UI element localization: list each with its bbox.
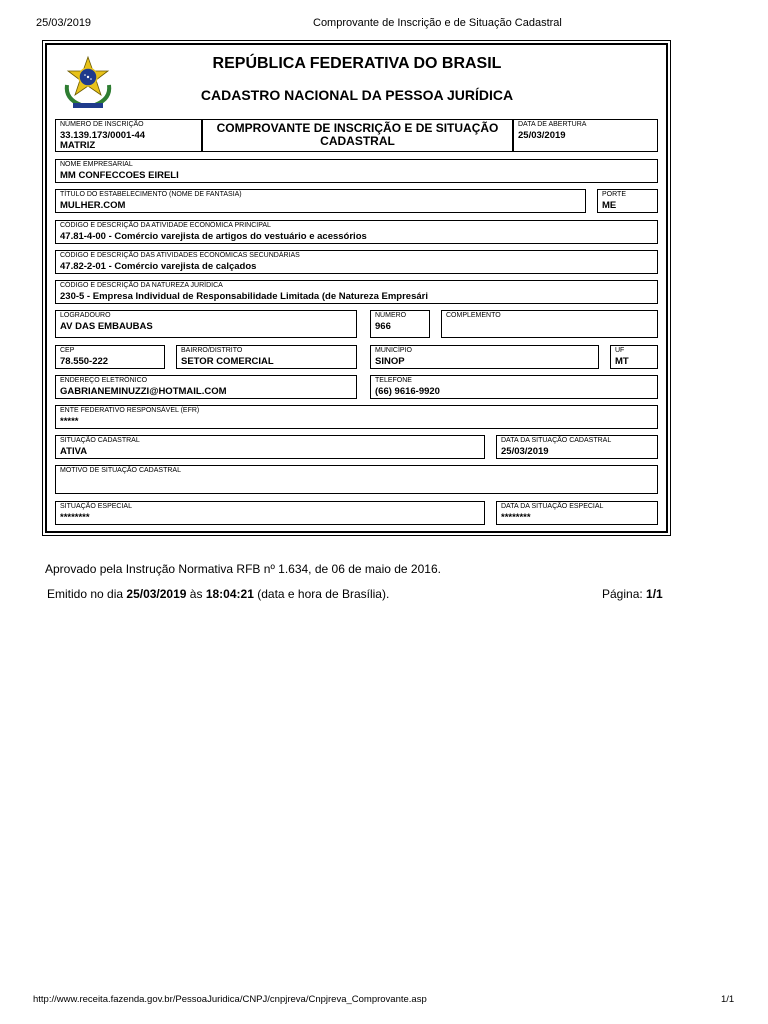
field-logradouro <box>55 310 357 338</box>
document-subtitle: CADASTRO NACIONAL DA PESSOA JURÍDICA <box>200 87 514 103</box>
field-atividades-secundarias <box>55 250 658 274</box>
header-title: Comprovante de Inscrição e de Situação Cadastral <box>313 17 562 29</box>
value: ATIVA <box>60 446 88 457</box>
approval-note: Aprovado pela Instrução Normativa RFB nº 1.634, de 06 de maio de 2016. <box>45 562 441 576</box>
value: ******** <box>501 512 531 523</box>
value: 230-5 - Empresa Individual de Responsabilidade Limitada (de Natureza Empresári <box>60 291 428 302</box>
field-numero <box>370 310 430 338</box>
value: ***** <box>60 416 79 427</box>
label: SITUAÇÃO ESPECIAL <box>60 503 132 510</box>
cnpj-document <box>45 43 668 533</box>
value: 47.82-2-01 - Comércio varejista de calçados <box>60 261 257 272</box>
value: SETOR COMERCIAL <box>181 356 274 367</box>
field-porte <box>597 189 658 213</box>
value: (66) 9616-9920 <box>375 386 440 397</box>
value: 47.81-4-00 - Comércio varejista de artigos do vestuário e acessórios <box>60 231 367 242</box>
field-motivo <box>55 465 658 494</box>
field-data-situacao-especial <box>496 501 658 525</box>
field-situacao <box>55 435 485 459</box>
page-value: 1/1 <box>646 587 663 601</box>
field-abertura <box>513 119 658 152</box>
label: TÍTULO DO ESTABELECIMENTO (NOME DE FANTASIA) <box>60 191 242 198</box>
footer-url[interactable]: http://www.receita.fazenda.gov.br/PessoaJuridica/CNPJ/cnpjreva/Cnpjreva_Comprovante.asp <box>33 994 427 1005</box>
value: MULHER.COM <box>60 200 126 211</box>
field-inscricao <box>55 119 202 152</box>
page-label: Página: <box>602 587 643 601</box>
label: NOME EMPRESARIAL <box>60 161 133 168</box>
label: CÓDIGO E DESCRIÇÃO DAS ATIVIDADES ECONÔMICAS SECUNDÁRIAS <box>60 252 300 259</box>
field-uf <box>610 345 658 369</box>
emission-date: 25/03/2019 <box>126 587 187 601</box>
label: LOGRADOURO <box>60 312 111 319</box>
field-bairro <box>176 345 357 369</box>
value-type: MATRIZ <box>60 140 96 151</box>
field-comprovante-title <box>202 119 513 152</box>
label: DATA DE ABERTURA <box>518 121 587 128</box>
value: AV DAS EMBAUBAS <box>60 321 153 332</box>
emission-prefix: Emitido no dia <box>47 587 124 601</box>
label: MOTIVO DE SITUAÇÃO CADASTRAL <box>60 467 181 474</box>
value: GABRIANEMINUZZI@HOTMAIL.COM <box>60 386 227 397</box>
value: 78.550-222 <box>60 356 109 367</box>
brazil-coat-of-arms-icon <box>61 55 115 111</box>
value: ME <box>602 200 617 211</box>
label: CÓDIGO E DESCRIÇÃO DA ATIVIDADE ECONÔMICA PRINCIPAL <box>60 222 271 229</box>
field-situacao-especial <box>55 501 485 525</box>
label: TELEFONE <box>375 377 412 384</box>
label: DATA DA SITUAÇÃO ESPECIAL <box>501 503 604 510</box>
label: MUNICÍPIO <box>375 347 412 354</box>
page-indicator <box>602 587 663 601</box>
label: BAIRRO/DISTRITO <box>181 347 243 354</box>
value: 25/03/2019 <box>518 130 566 141</box>
label: CÓDIGO E DESCRIÇÃO DA NATUREZA JURÍDICA <box>60 282 223 289</box>
label: SITUAÇÃO CADASTRAL <box>60 437 140 444</box>
label: NÚMERO <box>375 312 407 319</box>
value: 25/03/2019 <box>501 446 549 457</box>
field-nome <box>55 159 658 183</box>
label: UF <box>615 347 625 354</box>
emission-suffix: (data e hora de Brasília). <box>257 587 390 601</box>
value: 966 <box>375 321 391 332</box>
label: CEP <box>60 347 75 354</box>
emission-line <box>47 587 389 601</box>
label: ENTE FEDERATIVO RESPONSÁVEL (EFR) <box>60 407 200 414</box>
field-fantasia <box>55 189 586 213</box>
value: MM CONFECCOES EIRELI <box>60 170 179 181</box>
comprovante-title: COMPROVANTE DE INSCRIÇÃO E DE SITUAÇÃO CADASTRAL <box>216 121 499 148</box>
label: COMPLEMENTO <box>446 312 501 319</box>
value: SINOP <box>375 356 405 367</box>
document-title: REPÚBLICA FEDERATIVA DO BRASIL <box>212 55 502 72</box>
field-municipio <box>370 345 599 369</box>
label: NÚMERO DE INSCRIÇÃO <box>60 121 144 128</box>
label: DATA DA SITUAÇÃO CADASTRAL <box>501 437 612 444</box>
value: 33.139.173/0001-44 <box>60 130 146 141</box>
field-efr <box>55 405 658 429</box>
field-telefone <box>370 375 658 399</box>
footer-page: 1/1 <box>721 994 735 1005</box>
field-cep <box>55 345 165 369</box>
field-email <box>55 375 357 399</box>
header-date: 25/03/2019 <box>36 17 92 29</box>
field-atividade-principal <box>55 220 658 244</box>
emission-time: 18:04:21 <box>205 587 254 601</box>
field-data-situacao <box>496 435 658 459</box>
field-natureza <box>55 280 658 304</box>
value: ******** <box>60 512 90 523</box>
field-complemento <box>441 310 658 338</box>
emission-as: às <box>189 587 203 601</box>
label: ENDEREÇO ELETRÔNICO <box>60 377 148 384</box>
value: MT <box>615 356 629 367</box>
label: PORTE <box>602 191 626 198</box>
